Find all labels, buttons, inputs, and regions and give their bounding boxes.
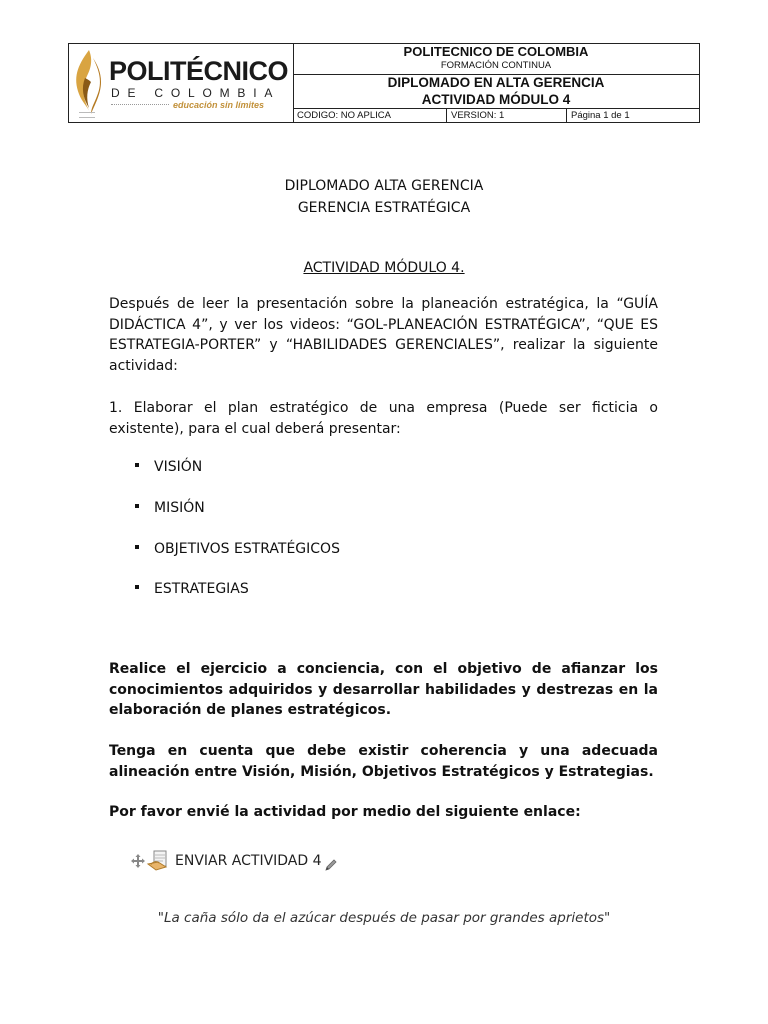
header-row-meta xyxy=(293,109,699,122)
header-row-institution xyxy=(293,44,699,75)
activity-heading-text: ACTIVIDAD MÓDULO 4. xyxy=(303,260,465,276)
submit-activity-link[interactable] xyxy=(130,848,338,874)
list-item-label: VISIÓN xyxy=(154,459,203,475)
closing-quote: "La caña sólo da el azúcar después de pasar por grandes aprietos" xyxy=(157,910,611,926)
assignment-icon xyxy=(146,849,170,873)
move-icon[interactable] xyxy=(130,853,146,869)
logo-name: POLITÉCNICO xyxy=(109,56,289,86)
institution-name: POLITECNICO DE COLOMBIA xyxy=(403,44,589,59)
intro-paragraph: Después de leer la presentación sobre la planeación estratégica, la “GUÍA DIDÁCTICA 4”, y ver los videos: “GOL-PLANEACIÓN ESTRATÉGICA”, “QUE ES ESTRATEGIA-PORTER” y “HABILIDADES GERENCIALES”, realizar la siguiente actividad: xyxy=(109,296,658,374)
list-item xyxy=(135,457,202,477)
logo-cell xyxy=(69,44,294,122)
bullet-icon xyxy=(135,463,139,467)
bullet-icon xyxy=(135,545,139,549)
bullet-icon xyxy=(135,585,139,589)
header-info xyxy=(293,44,699,122)
bullet-icon xyxy=(135,504,139,508)
logo-subtitle: DE COLOMBIA xyxy=(111,86,281,100)
logo-tagline: educación sin límites xyxy=(173,100,265,110)
code-cell: CODIGO: NO APLICA xyxy=(293,109,447,122)
program-name: DIPLOMADO EN ALTA GERENCIA xyxy=(387,75,605,90)
unit-name: FORMACIÓN CONTINUA xyxy=(440,60,552,71)
submit-activity-label[interactable]: ENVIAR ACTIVIDAD 4 xyxy=(175,853,322,869)
activity-heading xyxy=(0,257,768,279)
document-subtitle: GERENCIA ESTRATÉGICA xyxy=(297,200,471,216)
list-item-label: MISIÓN xyxy=(154,500,205,516)
list-item xyxy=(135,539,340,559)
list-item-label: OBJETIVOS ESTRATÉGICOS xyxy=(154,541,340,557)
list-item xyxy=(135,579,249,599)
list-item-label: ESTRATEGIAS xyxy=(154,581,249,597)
page-cell: Página 1 de 1 xyxy=(571,110,630,121)
pencil-icon[interactable] xyxy=(324,858,338,872)
instruction-paragraph: Realice el ejercicio a conciencia, con el objetivo de afianzar los conocimientos adquiridos y desarrollar habilidades y destrezas en la elaboración de planes estratégicos. xyxy=(109,661,658,718)
submit-instruction: Por favor envié la actividad por medio del siguiente enlace: xyxy=(109,804,581,820)
header-row-program xyxy=(293,74,699,109)
activity-name: ACTIVIDAD MÓDULO 4 xyxy=(421,91,571,107)
logo-divider xyxy=(111,104,169,105)
task-paragraph: 1. Elaborar el plan estratégico de una empresa (Puede ser ficticia o existente), para el cual deberá presentar: xyxy=(109,400,658,437)
list-item xyxy=(135,498,205,518)
coherence-paragraph: Tenga en cuenta que debe existir coherencia y una adecuada alineación entre Visión, Misión, Objetivos Estratégicos y Estrategias. xyxy=(109,743,658,780)
logo-mark xyxy=(79,112,95,118)
flame-logo-icon xyxy=(69,48,109,116)
version-cell: VERSION: 1 xyxy=(447,109,567,122)
document-title: DIPLOMADO ALTA GERENCIA xyxy=(284,178,484,194)
document-header-table xyxy=(68,43,700,123)
